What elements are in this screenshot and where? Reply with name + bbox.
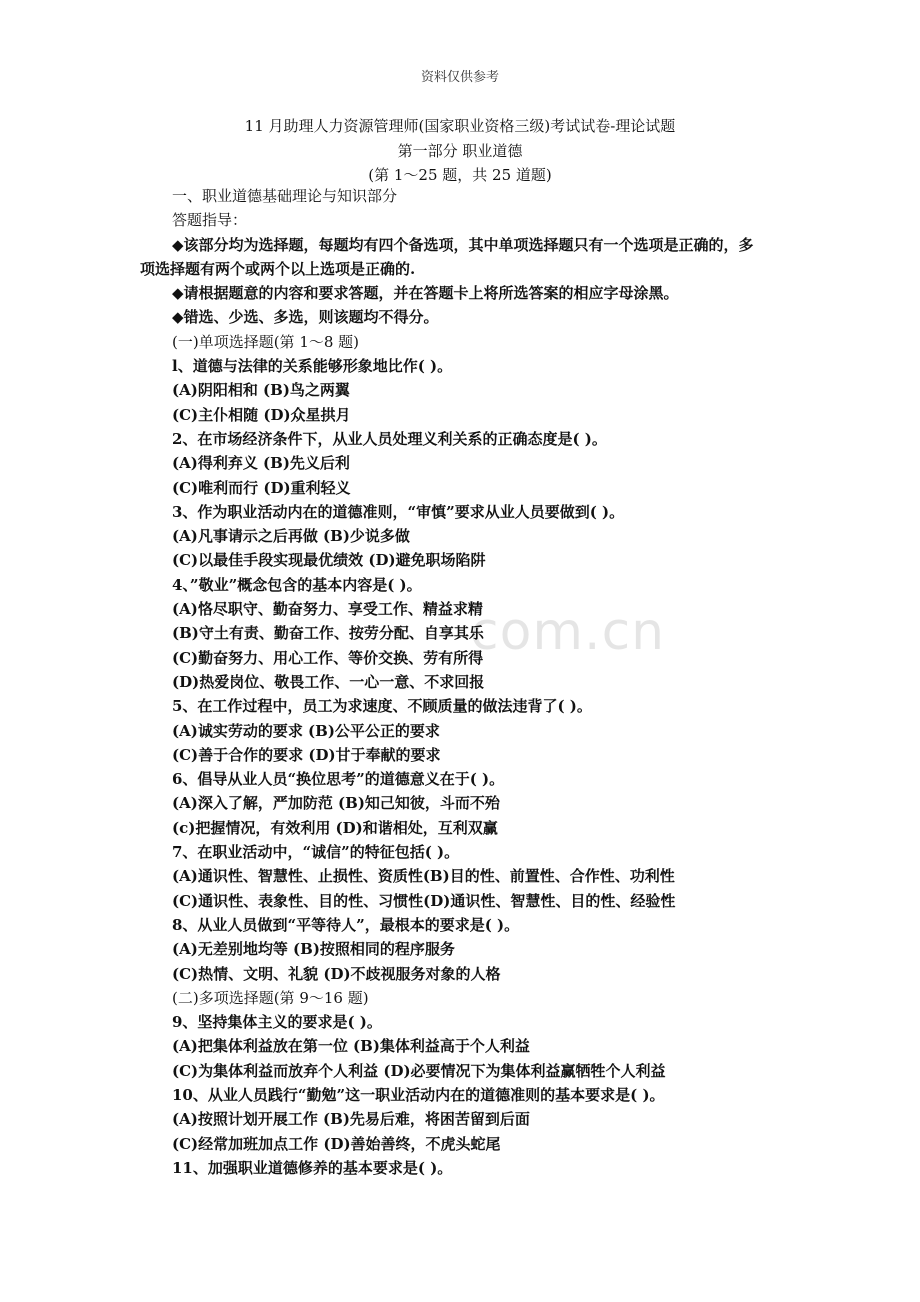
guide-item: ◆请根据题意的内容和要求答题，并在答题卡上将所选答案的相应字母涂黑。 [172, 284, 679, 303]
guide-item: ◆错选、少选、多选，则该题均不得分。 [172, 308, 439, 327]
option-line: (C)主仆相随 (D)众星拱月 [172, 405, 351, 424]
option-line: (C)勤奋努力、用心工作、等价交换、劳有所得 [172, 648, 484, 667]
option-line: (C)以最佳手段实现最优绩效 (D)避免职场陷阱 [172, 551, 486, 570]
question-line: l、道德与法律的关系能够形象地比作( )。 [172, 357, 453, 376]
option-line: (A)按照计划开展工作 (B)先易后难，将困苦留到后面 [172, 1110, 530, 1129]
option-line: (A)恪尽职守、勤奋努力、享受工作、精益求精 [172, 600, 483, 619]
question-line: 2、在市场经济条件下，从业人员处理义利关系的正确态度是( )。 [172, 429, 607, 448]
option-line: (A)把集体利益放在第一位 (B)集体利益高于个人利益 [172, 1037, 530, 1056]
option-line: (A)无差别地均等 (B)按照相同的程序服务 [172, 940, 455, 959]
section-heading: 一、职业道德基础理论与知识部分 [172, 187, 398, 205]
watermark: com.cn [470, 602, 666, 662]
title-block [0, 114, 920, 188]
option-line: (C)善于合作的要求 (D)甘于奉献的要求 [172, 745, 441, 764]
question-line: 11、加强职业道德修养的基本要求是( )。 [172, 1158, 453, 1177]
header-note: 资料仅供参考 [420, 70, 499, 85]
part-title: 第一部分 职业道德 [397, 141, 523, 160]
option-line: (A)得利弃义 (B)先义后利 [172, 454, 350, 473]
option-line: (C)唯利而行 (D)重利轻义 [172, 478, 351, 497]
question-line: 9、坚持集体主义的要求是( )。 [172, 1013, 382, 1032]
option-line: (B)守土有责、勤奋工作、按劳分配、自享其乐 [172, 624, 484, 643]
question-line: 7、在职业活动中，“诚信”的特征包括( )。 [172, 843, 460, 862]
option-line: (A)凡事请示之后再做 (B)少说多做 [172, 527, 410, 546]
guide-item: ◆该部分均为选择题，每题均有四个备选项，其中单项选择题只有一个选项是正确的，多项选择题有两个或两个以上选项是正确的. [140, 235, 754, 278]
multi-choice-heading: (二)多项选择题(第 9～16 题) [172, 988, 369, 1007]
option-line: (A)通识性、智慧性、止损性、资质性(B)目的性、前置性、合作性、功利性 [172, 867, 675, 886]
option-line: (C)通识性、表象性、目的性、习惯性(D)通识性、智慧性、目的性、经验性 [172, 891, 676, 910]
option-line: (D)热爱岗位、敬畏工作、一心一意、不求回报 [172, 672, 485, 691]
option-line: (C)热情、文明、礼貌 (D)不歧视服务对象的人格 [172, 964, 501, 983]
option-line: (C)为集体利益而放弃个人利益 (D)必要情况下为集体利益赢牺牲个人利益 [172, 1061, 666, 1080]
question-line: 6、倡导从业人员“换位思考”的道德意义在于( )。 [172, 770, 505, 789]
question-line: 5、在工作过程中，员工为求速度、不顾质量的做法违背了( )。 [172, 697, 592, 716]
question-line: 3、作为职业活动内在的道德准则，“审慎”要求从业人员要做到( )。 [172, 502, 625, 521]
question-range: (第 1～25 题，共 25 道题) [368, 166, 552, 184]
question-line: 8、从业人员做到“平等待人”，最根本的要求是( )。 [172, 915, 520, 934]
exam-title: 11 月助理人力资源管理师(国家职业资格三级)考试试卷-理论试题 [244, 117, 676, 135]
guide-label: 答题指导： [172, 211, 248, 230]
option-line: (C)经常加班加点工作 (D)善始善终，不虎头蛇尾 [172, 1134, 501, 1153]
question-line: 10、从业人员践行“勤勉”这一职业活动内在的道德准则的基本要求是( )。 [172, 1085, 665, 1104]
option-line: (A)深入了解，严加防范 (B)知己知彼，斗而不殆 [172, 794, 500, 813]
question-line: 4、”敬业”概念包含的基本内容是( )。 [172, 575, 422, 594]
option-line: (A)诚实劳动的要求 (B)公平公正的要求 [172, 721, 440, 740]
document-body [140, 184, 760, 1180]
single-choice-heading: (一)单项选择题(第 1～8 题) [172, 332, 360, 351]
option-line: (c)把握情况，有效利用 (D)和谐相处，互利双赢 [172, 818, 498, 837]
option-line: (A)阴阳相和 (B)鸟之两翼 [172, 381, 350, 400]
